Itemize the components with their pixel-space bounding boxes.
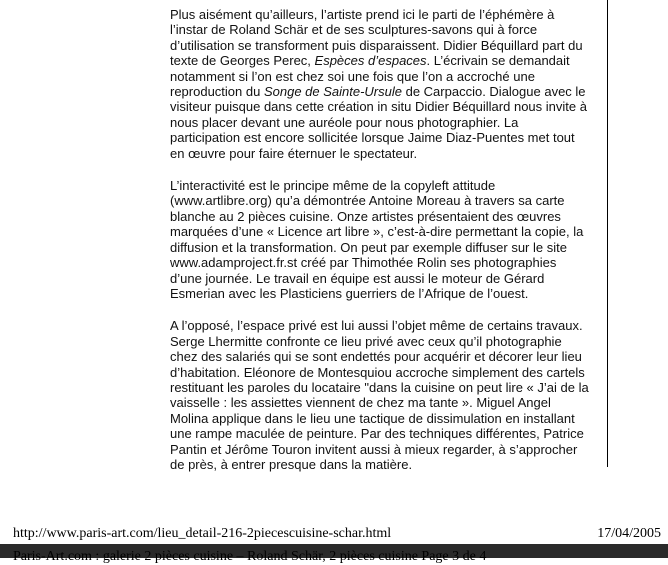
next-page-strip (0, 549, 668, 564)
article-paragraph-1 (170, 7, 600, 161)
footer-url: http://www.paris-art.com/lieu_detail-216-2piecescuisine-schar.html (13, 526, 392, 541)
footer-date: 17/04/2005 (597, 526, 661, 541)
article-body (170, 7, 600, 489)
column-divider-line (607, 0, 608, 467)
article-paragraph-2: L’interactivité est le principe même de la copyleft attitude (www.artlibre.org) qu’a démontrée Antoine Moreau à travers sa carte blanche au 2 pièces cuisine. Onze artistes présentaient des œuvres marquées d’une « Licence art libre », c’est-à-dire permettant la copie, la diffusion et la transformation. On peut par exemple diffuser sur le site www.adamproject.fr.st créé par Thimothée Rolin ses photographies d’une journée. Le travail en équipe est aussi le moteur de Gérard Esmerian avec les Plasticiens guerriers de l’Afrique de l’ouest. (170, 178, 584, 301)
paragraph-1-text-a: Plus aisément qu’ailleurs, l’artiste prend ici le parti de l’éphémère à l’instar de Roland Schär et de ses sculptures-savons qui à force d’utilisation se transforment puis disparaissent. Didier Béquillard part du texte de Georges Perec, (170, 7, 583, 69)
paragraph-1-text-c: de Carpaccio. Dialogue avec le visiteur puisque dans cette création in situ Didier Béquillard nous invite à nous placer devant une auréole pour nous photographier. La participation est encore sollicitée lorsque Jaime Diaz-Puentes met tout en œuvre pour faire éternuer le spectateur. (170, 84, 587, 161)
book-title-especes-d-espaces: Espèces d’espaces (314, 53, 427, 69)
paragraph-1-text-b: . L’écrivain se demandait notamment si l’on est chez soi une fois que l’on a accroché une reproduction du (170, 53, 570, 100)
article-paragraph-3: A l’opposé, l’espace privé est lui aussi l’objet même de certains travaux. Serge Lhermitte confronte ce lieu privé avec ceux qu’il photographie chez des salariés qui se sont endettés pour acquérir et décorer leur lieu d’habitation. Eléonore de Montesquiou accroche simplement des cartels restituant les paroles du locataire "dans la cuisine on peut lire « J’ai de la vaisselle : les assiettes viennent de chez ma tante ». Miguel Angel Molina applique dans le lieu une tactique de dissimulation en installant une rampe maculée de peinture. Par des techniques différentes, Patrice Pantin et Jérôme Touron invitent aussi à mieux regarder, à s’approcher de près, à entrer presque dans la matière. (170, 318, 589, 472)
painting-title-songe-de-sainte-ursule: Songe de Sainte-Ursule (263, 84, 402, 100)
next-page-header-text: Paris-Art.com : galerie 2 pièces cuisine – Roland Schär, 2 pièces cuisine Page 3 de 4 (13, 549, 487, 564)
